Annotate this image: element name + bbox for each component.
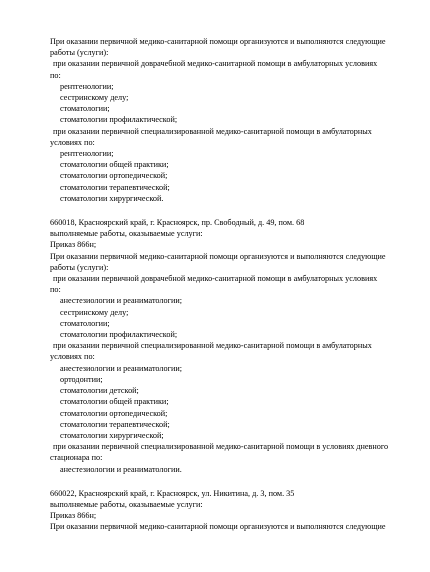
text-line: стоматологии ортопедической; <box>60 408 168 418</box>
text-line: при оказании первичной специализированной медико-санитарной помощи в условиях дневного <box>53 442 389 452</box>
text-line: Приказ 866н; <box>50 511 97 521</box>
text-line: стоматологии; <box>60 318 110 328</box>
text-line: стоматологии общей практики; <box>60 397 169 407</box>
text-line: анестезиологии и реаниматологии. <box>60 464 182 474</box>
license-block-1 <box>50 36 408 204</box>
license-block-3 <box>50 488 408 533</box>
text-line: При оказании первичной медико-санитарной помощи организуются и выполняются следующие <box>50 251 386 261</box>
text-line: стоматологии хирургической. <box>60 193 164 203</box>
text-line: стоматологии; <box>60 104 110 114</box>
text-line: рентгенологии; <box>60 149 114 159</box>
license-block-2 <box>50 217 408 475</box>
text-line: стационара по: <box>50 453 103 463</box>
text-line: рентгенологии; <box>60 81 114 91</box>
text-line: по: <box>50 70 61 80</box>
text-line: При оказании первичной медико-санитарной помощи организуются и выполняются следующие <box>50 37 386 46</box>
text-line: условиях по: <box>50 352 95 362</box>
text-line: при оказании первичной доврачебной медико-санитарной помощи в амбулаторных условиях <box>53 274 378 284</box>
text-line: выполняемые работы, оказываемые услуги: <box>50 499 203 509</box>
text-line: стоматологии хирургической; <box>60 430 164 440</box>
text-line: стоматологии профилактической; <box>60 330 178 340</box>
text-line: 660018, Красноярский край, г. Красноярск, пр. Свободный, д. 49, пом. 68 <box>50 218 305 228</box>
text-line: стоматологии общей практики; <box>60 160 169 170</box>
text-line: 660022, Красноярский край, г. Красноярск, ул. Никитина, д. 3, пом. 35 <box>50 488 295 498</box>
text-line: анестезиологии и реаниматологии; <box>60 296 182 306</box>
text-line: При оказании первичной медико-санитарной помощи организуются и выполняются следующие <box>50 522 386 532</box>
text-line: условиях по: <box>50 137 95 147</box>
block-gap <box>50 475 408 488</box>
text-line: по: <box>50 285 61 295</box>
text-line: стоматологии терапевтической; <box>60 182 170 192</box>
text-line: стоматологии терапевтической; <box>60 419 170 429</box>
text-line: стоматологии детской; <box>60 386 139 396</box>
text-line: работы (услуги): <box>50 48 109 58</box>
block-gap <box>50 204 408 217</box>
text-line: при оказании первичной специализированной медико-санитарной помощи в амбулаторных <box>53 341 372 351</box>
text-line: Приказ 866н; <box>50 240 97 250</box>
text-line: сестринскому делу; <box>60 93 129 103</box>
text-line: анестезиологии и реаниматологии; <box>60 363 182 373</box>
text-line: ортодонтии; <box>60 374 103 384</box>
text-line: при оказании первичной специализированной медико-санитарной помощи в амбулаторных <box>53 126 372 136</box>
text-line: выполняемые работы, оказываемые услуги: <box>50 229 203 239</box>
text-line: сестринскому делу; <box>60 307 129 317</box>
text-line: стоматологии ортопедической; <box>60 171 168 181</box>
text-line: стоматологии профилактической; <box>60 115 178 125</box>
text-line: при оказании первичной доврачебной медико-санитарной помощи в амбулаторных условиях <box>53 59 378 69</box>
text-line: работы (услуги): <box>50 262 109 272</box>
